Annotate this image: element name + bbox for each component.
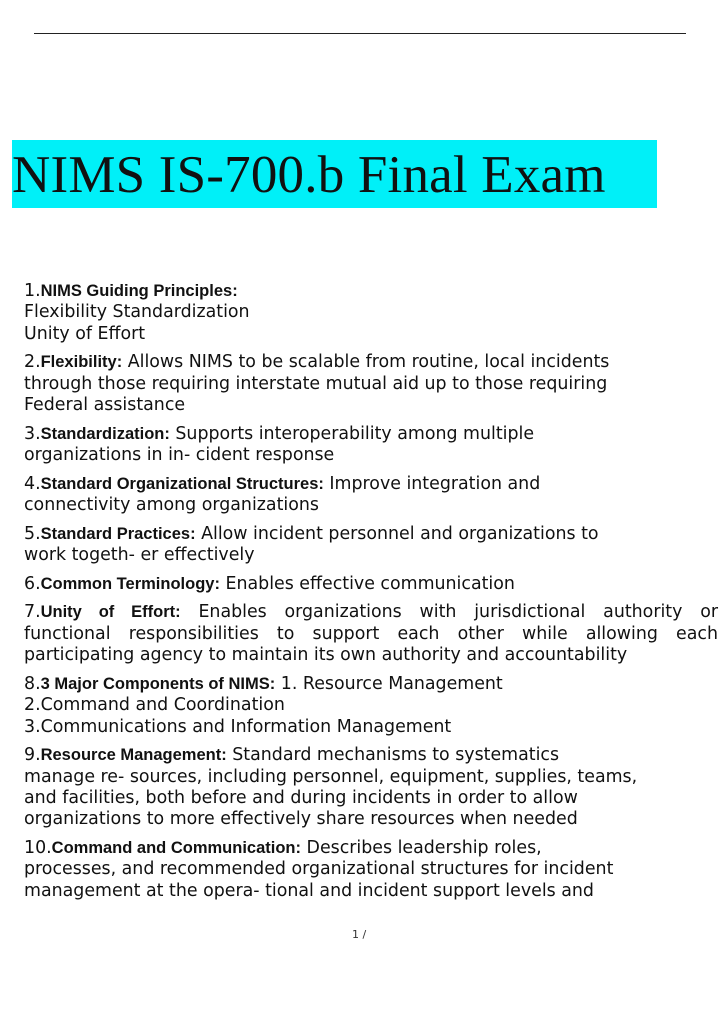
item-number: 9.	[24, 745, 41, 766]
item-number: 2.	[24, 352, 41, 373]
item-line: connectivity among organizations	[24, 495, 319, 516]
list-item-1	[24, 281, 718, 345]
item-term: Standard Practices:	[40, 524, 196, 543]
item-text: Improve integration and	[329, 473, 541, 494]
item-line: processes, and recommended organizational structures for incident	[24, 859, 614, 880]
item-text: Enables effective communication	[225, 573, 515, 594]
item-number: 6.	[24, 573, 41, 594]
item-line: 3.Communications and Information Management	[24, 716, 452, 737]
list-item-8	[24, 674, 718, 738]
list-item-6	[24, 574, 718, 595]
list-item-4	[24, 474, 718, 517]
item-term: Flexibility:	[40, 353, 123, 372]
item-text: Allows NIMS to be scalable from routine, local incidents	[127, 352, 610, 373]
item-term: Standard Organizational Structures:	[40, 474, 324, 493]
item-text: Standard mechanisms to systematics	[232, 745, 560, 766]
item-term: Command and Communication:	[51, 839, 302, 858]
question-list	[24, 281, 718, 909]
item-text: Supports interoperability among multiple	[175, 423, 535, 444]
item-number: 10.	[24, 838, 52, 859]
item-line: management at the opera- tional and incident support levels and	[24, 880, 594, 901]
item-line: 2.Command and Coordination	[24, 695, 285, 716]
item-term: Standardization:	[40, 424, 170, 443]
item-line: organizations in in- cident response	[24, 445, 335, 466]
item-line: functional responsibilities to support each other while allowing each	[24, 623, 718, 644]
item-line: Federal assistance	[24, 395, 186, 416]
list-item-9	[24, 745, 718, 831]
item-line: Unity of Effort	[24, 323, 146, 344]
item-line: organizations to more effectively share resources when needed	[24, 809, 578, 830]
item-number: 1.	[24, 281, 41, 301]
page-number: 1 /	[352, 928, 367, 941]
list-item-5	[24, 524, 718, 567]
item-line: participating agency to maintain its own authority and accountability	[24, 645, 628, 666]
item-line: work togeth- er effectively	[24, 545, 255, 566]
list-item-10	[24, 838, 718, 902]
item-line: manage re- sources, including personnel, equipment, supplies, teams,	[24, 766, 638, 787]
item-text: Allow incident personnel and organizations to	[201, 523, 599, 544]
item-number: 5.	[24, 523, 41, 544]
item-text: 1. Resource Management	[280, 673, 503, 694]
item-text: Describes leadership roles,	[306, 838, 542, 859]
item-line: through those requiring interstate mutual aid up to those requiring	[24, 373, 608, 394]
item-line: Flexibility Standardization	[24, 302, 250, 323]
item-term: Resource Management:	[40, 746, 227, 765]
item-number: 7.	[24, 602, 41, 623]
list-item-7	[24, 602, 718, 666]
item-term: Common Terminology:	[40, 574, 220, 593]
item-text: Enables organizations with jurisdictional authority or	[198, 602, 718, 623]
item-term: 3 Major Components of NIMS:	[40, 674, 276, 693]
item-term: NIMS Guiding Principles:	[40, 282, 238, 300]
list-item-3	[24, 424, 718, 467]
item-number: 8.	[24, 673, 41, 694]
item-term: Unity of Effort:	[40, 603, 181, 622]
document-title: NIMS IS-700.b Final Exam	[12, 146, 606, 204]
top-rule	[34, 33, 686, 34]
item-line: and facilities, both before and during incidents in order to allow	[24, 788, 578, 809]
item-number: 3.	[24, 423, 41, 444]
item-number: 4.	[24, 473, 41, 494]
list-item-2	[24, 352, 718, 416]
